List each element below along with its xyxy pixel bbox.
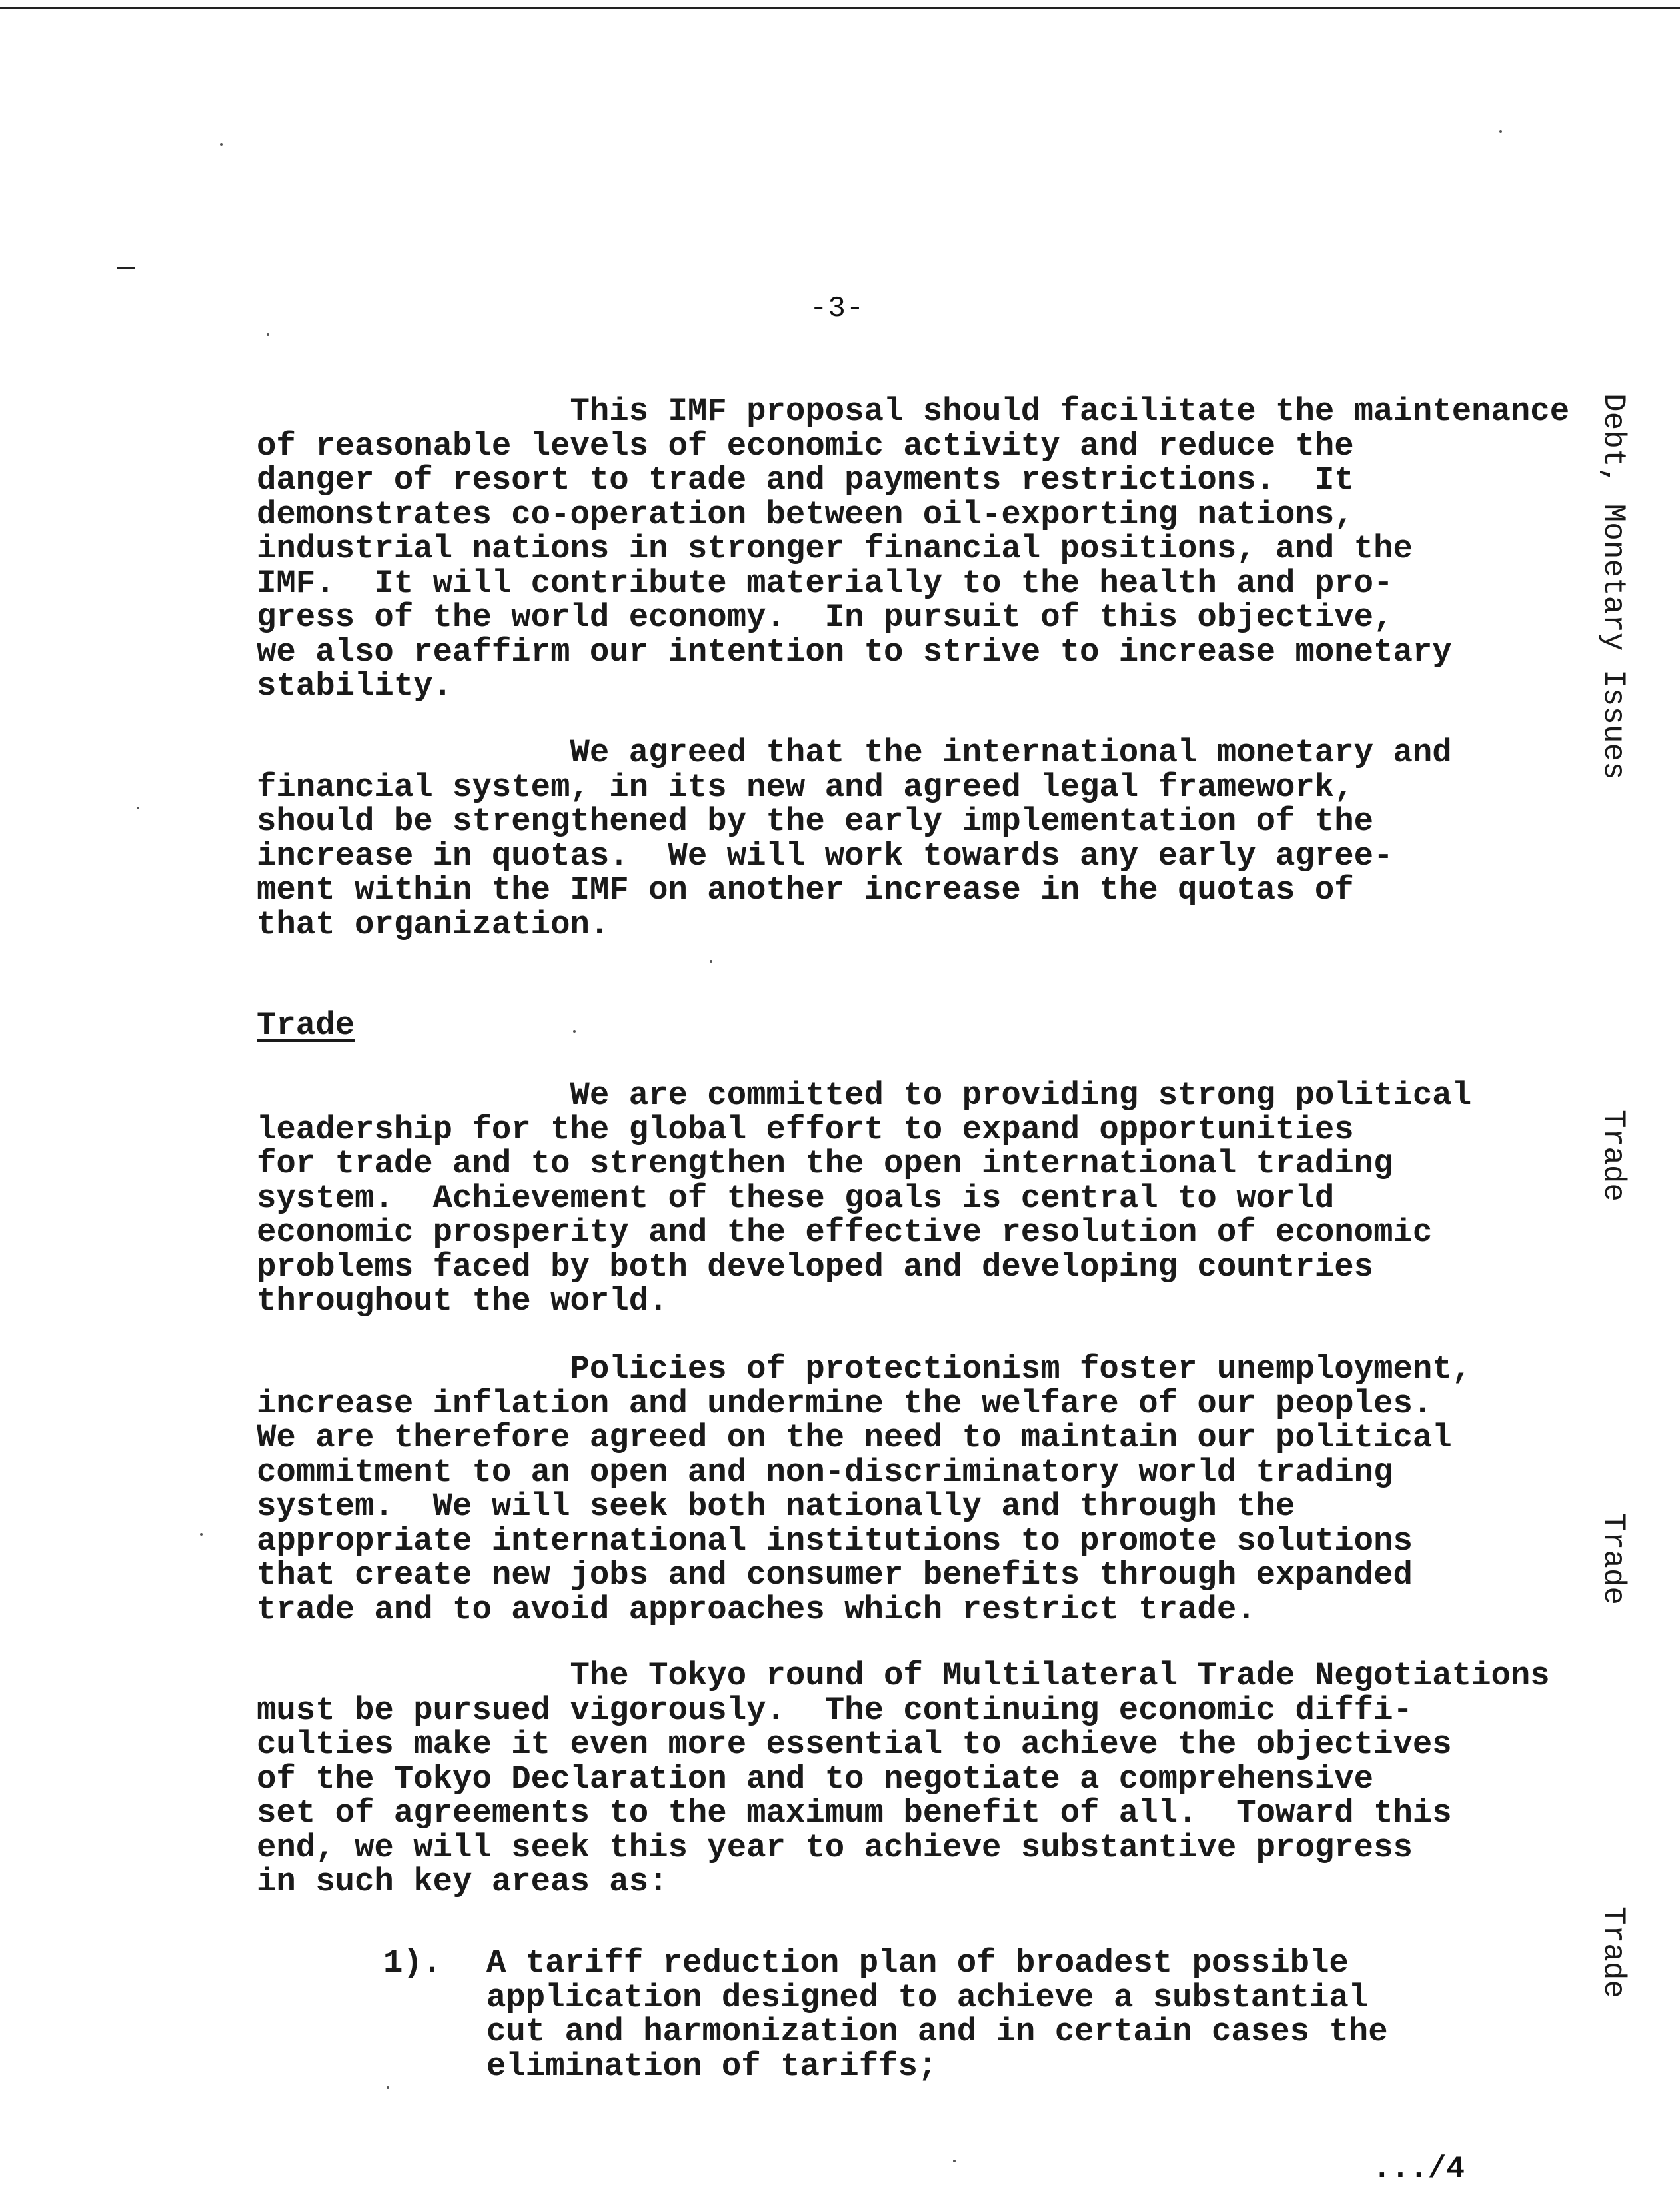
scan-speck — [220, 143, 223, 146]
paragraph-tokyo-round: The Tokyo round of Multilateral Trade Negotiations must be pursued vigorously. The continuing economic diffi- culties make it even more essential to achieve the objectives of the Tokyo Declaration and to negotiate a comprehensive set of agreements to the maximum benefit of all. Toward this end, we will seek this year to achieve substantive progress in such key areas as: — [257, 1657, 1550, 1900]
scan-speck — [1499, 130, 1502, 133]
continuation-marker: .../4 — [1373, 2152, 1465, 2186]
scan-speck — [573, 1030, 576, 1033]
scan-speck — [200, 1533, 203, 1536]
page-number: -3- — [810, 292, 865, 325]
scan-speck — [267, 333, 269, 336]
margin-note-debt-monetary: Debt, Monetary Issues — [1596, 393, 1631, 780]
list-item-marker: 1). — [383, 1944, 442, 1982]
margin-dash-mark — [117, 267, 135, 269]
scan-speck — [953, 2160, 956, 2162]
margin-note-trade-2: Trade — [1596, 1513, 1631, 1606]
section-heading-trade: Trade — [257, 1007, 355, 1044]
paragraph-quotas: We agreed that the international monetary and financial system, in its new and agreed legal framework, should be strengthened by the early implementation of the increase in quotas. We will work towards any early agree- ment within the IMF on another increase in the quotas of that organization. — [257, 734, 1452, 943]
list-item-text: A tariff reduction plan of broadest possible application designed to achieve a substantial cut and harmonization and in certain cases the elimination of tariffs; — [486, 1944, 1388, 2085]
paragraph-protectionism: Policies of protectionism foster unemployment, increase inflation and undermine the welfare of our peoples. We are therefore agreed on the need to maintain our political commitment to an open and non-discriminatory world trading system. We will seek both nationally and through the appropriate international institutions to promote solutions that create new jobs and consumer benefits through expanded trade and to avoid approaches which restrict trade. — [257, 1350, 1472, 1628]
top-scan-rule — [0, 7, 1680, 9]
margin-note-trade-1: Trade — [1596, 1110, 1631, 1202]
scan-speck — [137, 807, 139, 809]
margin-note-trade-3: Trade — [1596, 1906, 1631, 1999]
scan-speck — [710, 960, 712, 963]
scan-speck — [387, 2086, 389, 2089]
paragraph-imf-proposal: This IMF proposal should facilitate the maintenance of reasonable levels of economic activity and reduce the danger of resort to trade and payments restrictions. It demonstrates co-operation between oil-exporting nations, industrial nations in stronger financial positions, and the IMF. It will contribute materially to the health and pro- gress of the world economy. In pursuit of this objective, we also reaffirm our intention to strive to increase monetary stability. — [257, 393, 1570, 705]
paragraph-political-leadership: We are committed to providing strong political leadership for the global effort to expand opportunities for trade and to strengthen the open international trading system. Achievement of these goals is central to world economic prosperity and the effective resolution of economic problems faced by both developed and developing countries throughout the world. — [257, 1077, 1472, 1320]
